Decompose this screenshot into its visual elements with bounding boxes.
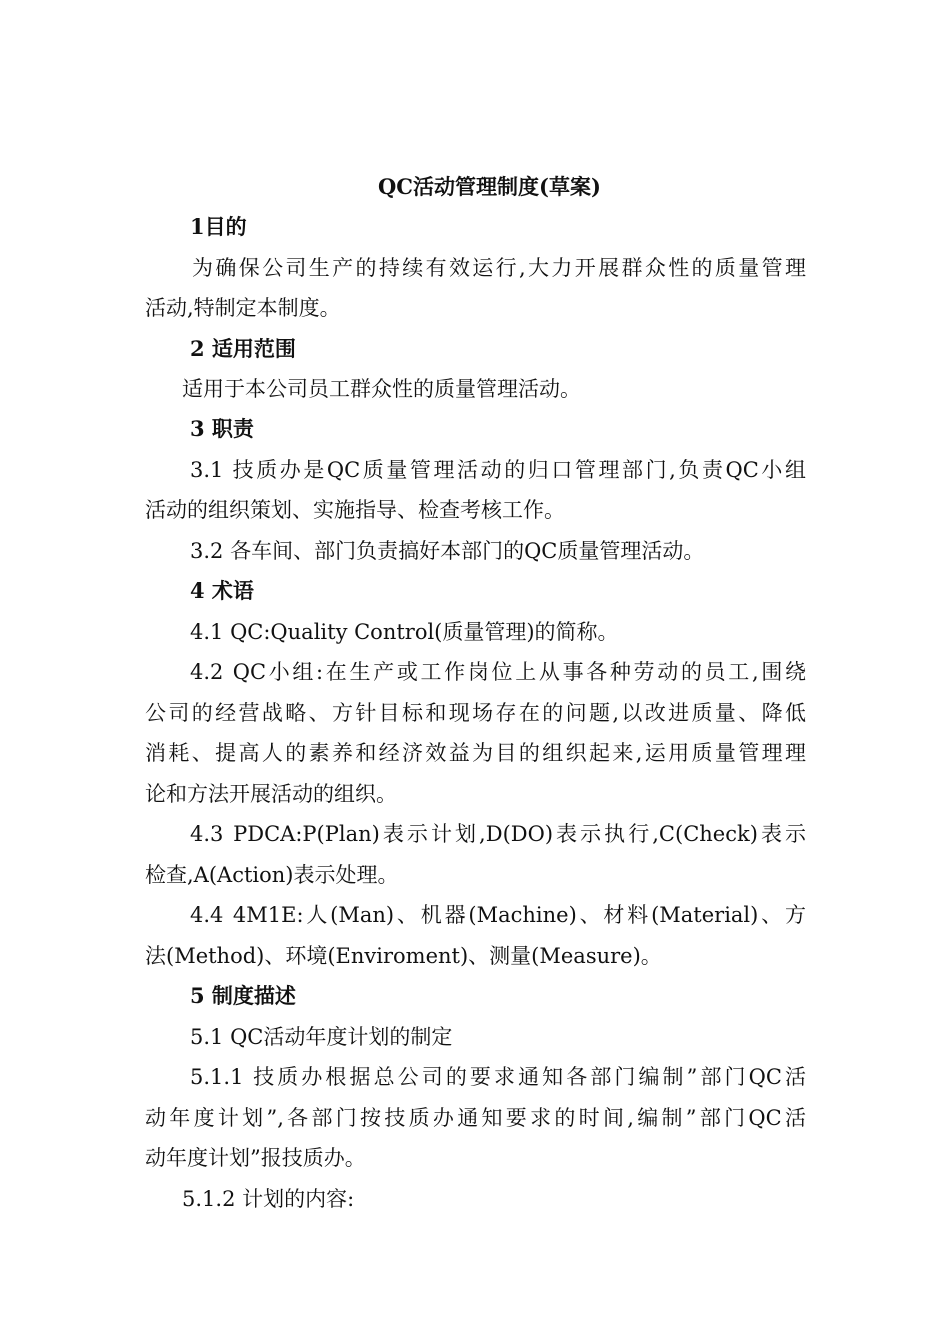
paragraph-line: 活动,特制定本制度。	[145, 296, 341, 320]
document-title: QC活动管理制度(草案)	[378, 174, 601, 199]
paragraph-line: 3.2 各车间、部门负责搞好本部门的QC质量管理活动。	[190, 539, 705, 563]
paragraph-line: 动年度计划”,各部门按技质办通知要求的时间,编制”部门QC活	[145, 1106, 806, 1130]
paragraph-line: 4.1 QC:Quality Control(质量管理)的简称。	[190, 620, 619, 644]
paragraph-line: 消耗、提高人的素养和经济效益为目的组织起来,运用质量管理理	[145, 741, 806, 765]
paragraph-line: 活动的组织策划、实施指导、检查考核工作。	[145, 498, 565, 522]
section-heading-rules: 5 制度描述	[190, 983, 296, 1008]
paragraph-line: 5.1.2 计划的内容:	[182, 1187, 355, 1211]
paragraph-line: 为确保公司生产的持续有效运行,大力开展群众性的质量管理	[192, 256, 806, 280]
section-heading-purpose: 1目的	[190, 214, 247, 239]
paragraph-line: 4.4 4M1E:人(Man)、机器(Machine)、材料(Material)、方	[190, 903, 806, 927]
paragraph-line: 法(Method)、环境(Enviroment)、测量(Measure)。	[145, 944, 662, 968]
section-heading-duties: 3 职责	[190, 416, 254, 441]
section-heading-terms: 4 术语	[190, 578, 254, 603]
paragraph-line: 论和方法开展活动的组织。	[145, 782, 397, 806]
paragraph-line: 3.1 技质办是QC质量管理活动的归口管理部门,负责QC小组	[190, 458, 806, 482]
paragraph-line: 4.3 PDCA:P(Plan)表示计划,D(DO)表示执行,C(Check)表示	[190, 822, 806, 846]
paragraph-line: 适用于本公司员工群众性的质量管理活动。	[182, 377, 581, 401]
section-heading-scope: 2 适用范围	[190, 336, 296, 361]
paragraph-line: 5.1 QC活动年度计划的制定	[190, 1025, 453, 1049]
paragraph-line: 5.1.1 技质办根据总公司的要求通知各部门编制”部门QC活	[190, 1065, 806, 1089]
paragraph-line: 动年度计划”报技质办。	[145, 1146, 366, 1170]
paragraph-line: 检查,A(Action)表示处理。	[145, 863, 399, 887]
paragraph-line: 4.2 QC小组:在生产或工作岗位上从事各种劳动的员工,围绕	[190, 660, 806, 684]
paragraph-line: 公司的经营战略、方针目标和现场存在的问题,以改进质量、降低	[145, 701, 806, 725]
